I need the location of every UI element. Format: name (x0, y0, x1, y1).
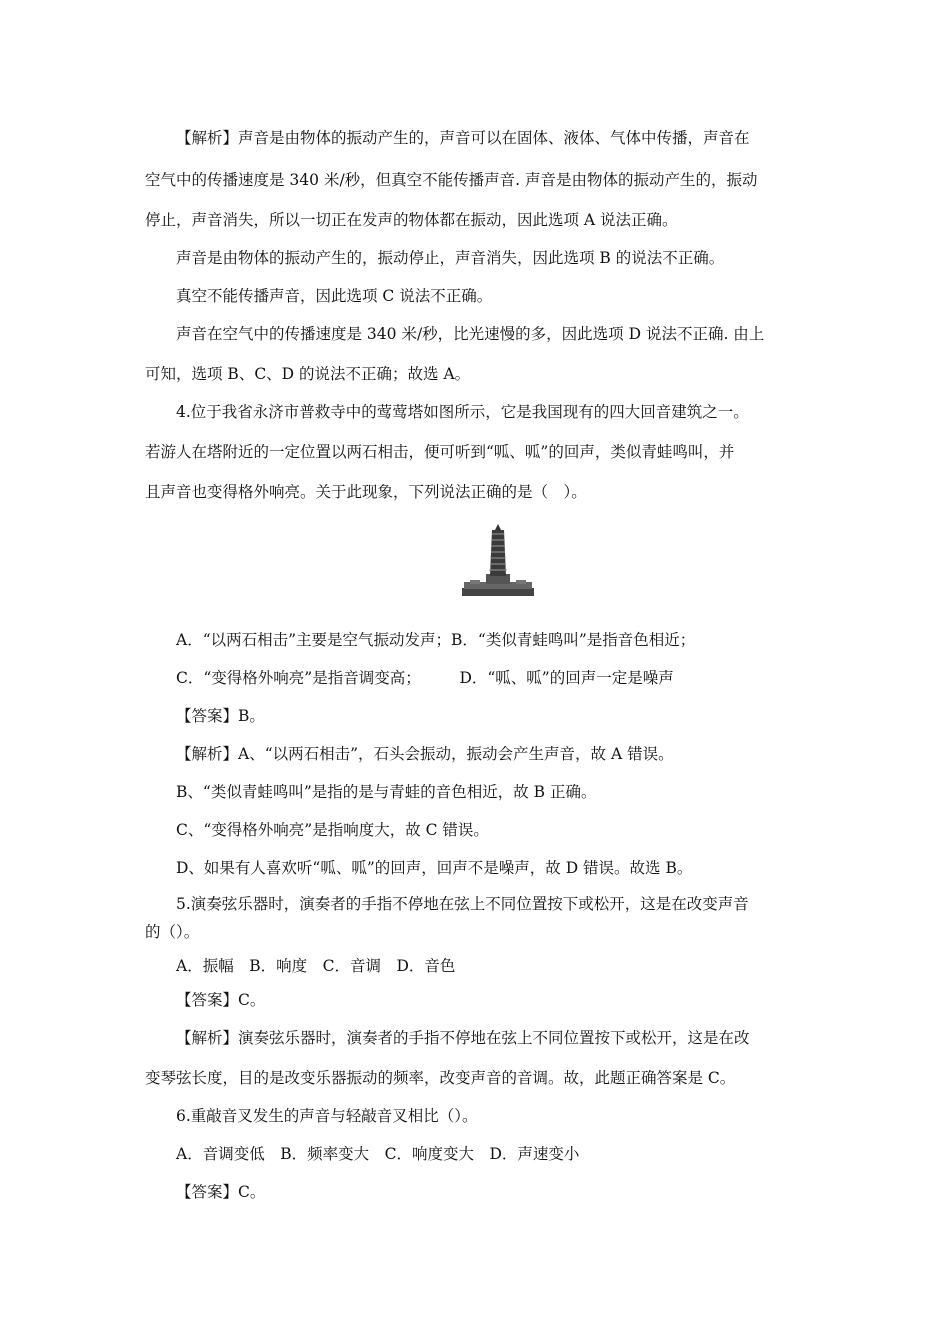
text-line: 【解析】A、“以两石相击”，石头会振动，振动会产生声音，故 A 错误。 (176, 745, 674, 763)
text-line: 【解析】演奏弦乐器时，演奏者的手指不停地在弦上不同位置按下或松开，这是在改 (176, 1029, 750, 1047)
text-line: 声音在空气中的传播速度是 340 米/秒，比光速慢的多，因此选项 D 说法不正确. 由上 (176, 325, 765, 343)
text-line: 停止，声音消失，所以一切正在发声的物体都在振动，因此选项 A 说法正确。 (145, 211, 678, 229)
question-5-line: 5.演奏弦乐器时，演奏者的手指不停地在弦上不同位置按下或松开，这是在改变声音 (176, 895, 749, 913)
text-line: 若游人在塔附近的一定位置以两石相击，便可听到“呱、呱”的回声，类似青蛙鸣叫，并 (145, 443, 735, 461)
text-line: 变琴弦长度，目的是改变乐器振动的频率，改变声音的音调。故，此题正确答案是 C。 (145, 1069, 736, 1087)
text-line: 的（）。 (145, 923, 200, 941)
option-line: A．音调变低 B．频率变大 C．响度变大 D．声速变小 (176, 1145, 580, 1163)
pagoda-tower-image (462, 524, 534, 604)
answer-line: 【答案】C。 (176, 1183, 266, 1201)
text-line: 空气中的传播速度是 340 米/秒，但真空不能传播声音. 声音是由物体的振动产生的，振动 (145, 171, 758, 189)
text-line: 可知，选项 B、C、D 的说法不正确；故选 A。 (145, 365, 471, 383)
text-line: 【解析】声音是由物体的振动产生的，声音可以在固体、液体、气体中传播，声音在 (176, 129, 750, 147)
question-4-line: 4.位于我省永济市普救寺中的莺莺塔如图所示，它是我国现有的四大回音建筑之一。 (176, 403, 749, 421)
text-line: 真空不能传播声音，因此选项 C 说法不正确。 (176, 287, 493, 305)
option-line: A．振幅 B．响度 C．音调 D．音色 (176, 957, 456, 975)
answer-line: 【答案】B。 (176, 707, 265, 725)
answer-line: 【答案】C。 (176, 991, 266, 1009)
text-line: D、如果有人喜欢听“呱、呱”的回声，回声不是噪声，故 D 错误。故选 B。 (176, 859, 693, 877)
option-line: A．“以两石相击”主要是空气振动发声；B．“类似青蛙鸣叫”是指音色相近； (176, 631, 696, 649)
text-line: 且声音也变得格外响亮。关于此现象，下列说法正确的是（ ）。 (145, 483, 587, 501)
text-line: 声音是由物体的振动产生的，振动停止，声音消失，因此选项 B 的说法不正确。 (176, 249, 725, 267)
text-line: C、“变得格外响亮”是指响度大，故 C 错误。 (176, 821, 489, 839)
option-line: C．“变得格外响亮”是指音调变高； D．“呱、呱”的回声一定是噪声 (176, 669, 674, 687)
text-line: B、“类似青蛙鸣叫”是指的是与青蛙的音色相近，故 B 正确。 (176, 783, 597, 801)
question-6-line: 6.重敲音叉发生的声音与轻敲音叉相比（）。 (176, 1107, 478, 1125)
